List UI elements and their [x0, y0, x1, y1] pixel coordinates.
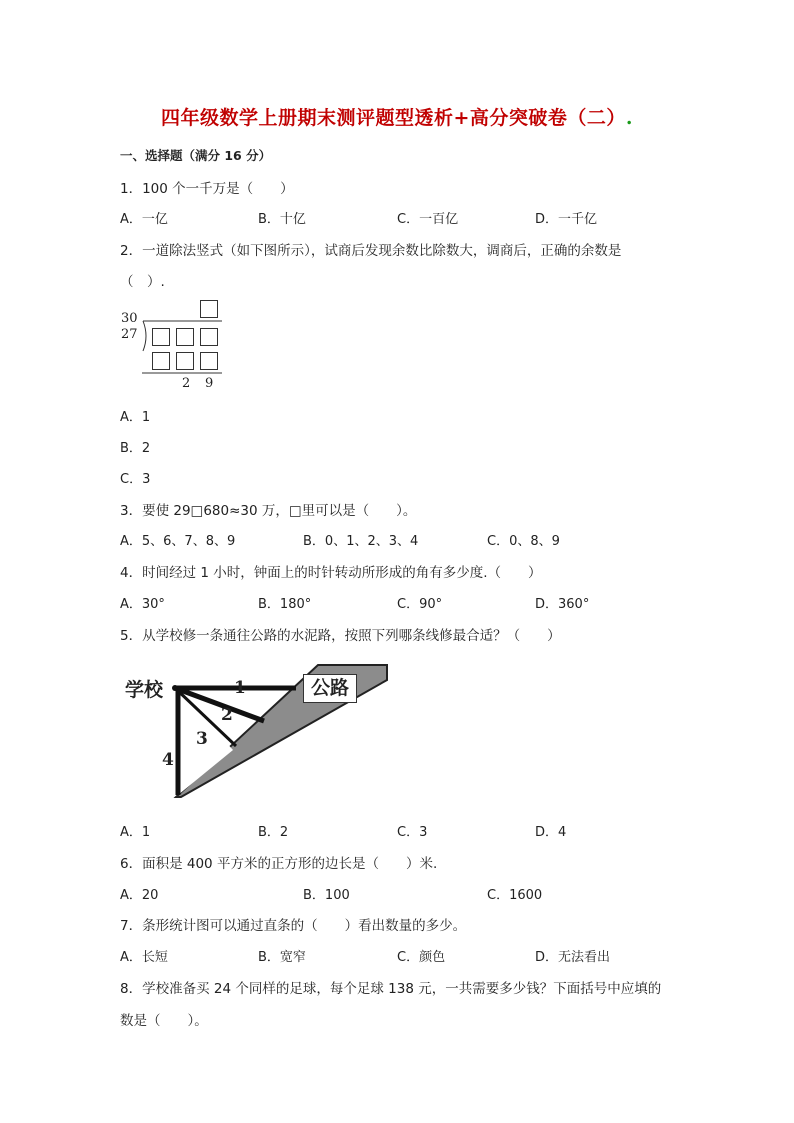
- q5-option-a: A．1: [120, 825, 151, 840]
- question-1-stem: 1．100 个一千万是（ ）: [120, 181, 294, 197]
- question-8-stem-line2: 数是（ ）。: [120, 1013, 208, 1029]
- q7-option-b: B．宽窄: [258, 950, 306, 965]
- digit-box: [176, 328, 194, 346]
- q6-option-c: C．1600: [487, 888, 543, 903]
- q4-option-c: C．90°: [397, 597, 443, 612]
- line-2-label: 2: [221, 705, 233, 725]
- q5-option-d: D．4: [535, 825, 567, 840]
- q7-option-c: C．颜色: [397, 950, 446, 965]
- line-1-label: 1: [234, 678, 246, 698]
- q7-option-d: D．无法看出: [535, 950, 611, 965]
- remainder-digit: 9: [205, 376, 214, 391]
- question-6-stem: 6．面积是 400 平方米的正方形的边长是（ ）米.: [120, 856, 438, 872]
- q6-option-b: B．100: [303, 888, 350, 903]
- q4-option-a: A．30°: [120, 597, 165, 612]
- page-title: [0, 103, 794, 130]
- section-heading: 一、选择题（满分 16 分）: [120, 148, 272, 163]
- q1-option-b: B．十亿: [258, 212, 306, 227]
- school-label: 学校: [125, 679, 164, 701]
- q5-option-c: C．3: [397, 825, 428, 840]
- line-4-label: 4: [162, 750, 174, 770]
- question-8-stem-line1: 8．学校准备买 24 个同样的足球，每个足球 138 元，一共需要多少钱？下面括号中应填的: [120, 981, 662, 997]
- question-5-stem: 5．从学校修一条通往公路的水泥路，按照下列哪条线修最合适？（ ）: [120, 628, 561, 644]
- q4-option-b: B．180°: [258, 597, 312, 612]
- q1-option-a: A．一亿: [120, 212, 168, 227]
- remainder-digit: 2: [182, 376, 191, 391]
- division-number-top: 30: [121, 311, 138, 326]
- digit-box: [152, 352, 170, 370]
- digit-box: [176, 352, 194, 370]
- road-label: 公路: [303, 674, 357, 703]
- division-divisor: 27: [121, 327, 138, 342]
- title-dot: .: [625, 107, 634, 129]
- q3-option-a: A．5、6、7、8、9: [120, 534, 236, 549]
- question-3-stem: 3．要使 29□680≈30 万，□里可以是（ ）。: [120, 503, 417, 519]
- line-3-label: 3: [196, 729, 208, 749]
- q1-option-d: D．一千亿: [535, 212, 598, 227]
- digit-box: [200, 352, 218, 370]
- q3-option-c: C．0、8、9: [487, 534, 560, 549]
- digit-box: [200, 328, 218, 346]
- long-division-figure: [118, 296, 228, 396]
- quotient-box: [200, 300, 218, 318]
- question-4-stem: 4．时间经过 1 小时，钟面上的时针转动所形成的角有多少度.（ ）: [120, 565, 542, 581]
- title-text: 四年级数学上册期末测评题型透析+高分突破卷（二）: [160, 107, 626, 129]
- q6-option-a: A．20: [120, 888, 159, 903]
- q3-option-b: B．0、1、2、3、4: [303, 534, 419, 549]
- question-2-stem-line1: 2．一道除法竖式（如下图所示），试商后发现余数比除数大，调商后，正确的余数是: [120, 243, 622, 259]
- q1-option-c: C．一百亿: [397, 212, 459, 227]
- q7-option-a: A．长短: [120, 950, 168, 965]
- digit-box: [152, 328, 170, 346]
- school-point: [172, 685, 178, 691]
- question-2-stem-line2: （ ）.: [120, 274, 165, 290]
- question-7-stem: 7．条形统计图可以通过直条的（ ）看出数量的多少。: [120, 918, 467, 934]
- q5-option-b: B．2: [258, 825, 289, 840]
- q4-option-d: D．360°: [535, 597, 590, 612]
- q2-option-b: B．2: [120, 441, 151, 456]
- q2-option-c: C．3: [120, 472, 151, 487]
- q2-option-a: A．1: [120, 410, 151, 425]
